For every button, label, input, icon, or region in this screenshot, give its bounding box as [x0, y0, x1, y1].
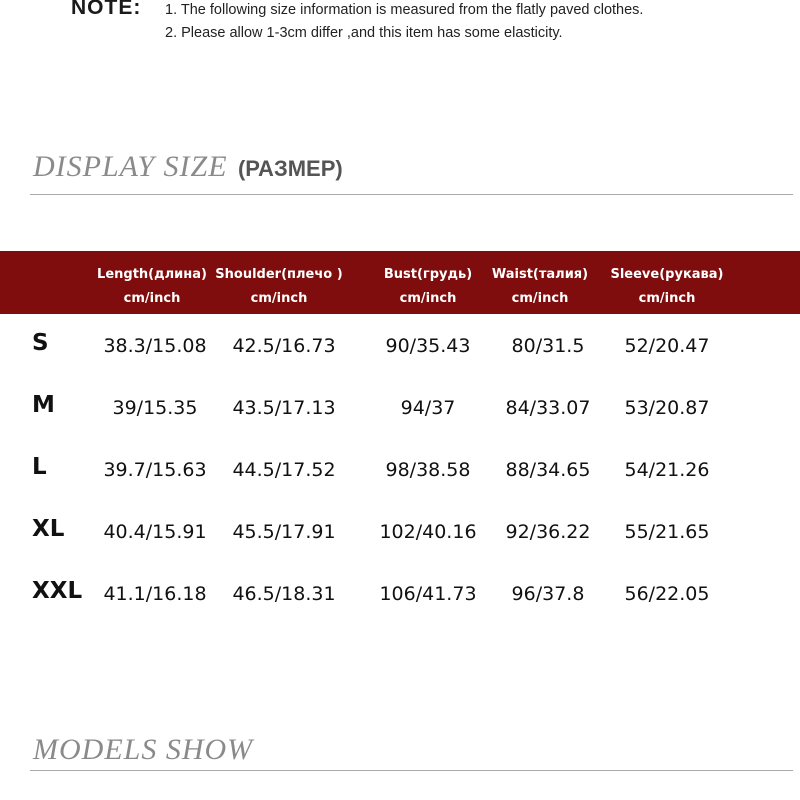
size-label-xl: XL	[32, 516, 65, 542]
size-label-m: M	[32, 392, 55, 418]
table-cell: 88/34.65	[505, 459, 591, 481]
table-cell: 94/37	[400, 397, 456, 419]
table-cell: 56/22.05	[624, 583, 710, 605]
section-divider	[30, 194, 793, 195]
table-cell: 39.7/15.63	[103, 459, 207, 481]
column-header-sleeve	[592, 251, 742, 314]
column-name: Waist(талия)	[491, 267, 589, 282]
table-cell: 38.3/15.08	[103, 335, 207, 357]
column-unit: cm/inch	[123, 291, 181, 306]
size-label-s: S	[32, 330, 49, 356]
table-cell: 46.5/18.31	[232, 583, 336, 605]
table-cell: 102/40.16	[379, 521, 477, 543]
size-label-l: L	[32, 454, 47, 480]
table-cell: 40.4/15.91	[103, 521, 207, 543]
column-unit: cm/inch	[638, 291, 696, 306]
table-cell: 53/20.87	[624, 397, 710, 419]
column-unit: cm/inch	[511, 291, 569, 306]
section-divider	[30, 770, 793, 771]
models-show-heading	[33, 733, 253, 767]
table-cell: 55/21.65	[624, 521, 710, 543]
models-show-title: MODELS SHOW	[33, 733, 254, 766]
table-cell: 80/31.5	[511, 335, 585, 357]
table-cell: 45.5/17.91	[232, 521, 336, 543]
table-cell: 44.5/17.52	[232, 459, 336, 481]
table-cell: 39/15.35	[112, 397, 198, 419]
table-cell: 54/21.26	[624, 459, 710, 481]
note-line-2: 2. Please allow 1-3cm differ ,and this item has some elasticity.	[165, 25, 563, 41]
table-cell: 96/37.8	[511, 583, 585, 605]
column-header-shoulder	[204, 251, 354, 314]
table-cell: 90/35.43	[385, 335, 471, 357]
note-line-1: 1. The following size information is measured from the flatly paved clothes.	[165, 2, 644, 18]
display-size-subtitle: (РАЗМЕР)	[237, 156, 343, 181]
table-cell: 98/38.58	[385, 459, 471, 481]
table-cell: 106/41.73	[379, 583, 477, 605]
table-cell: 92/36.22	[505, 521, 591, 543]
size-label-xxl: XXL	[32, 578, 83, 604]
table-cell: 42.5/16.73	[232, 335, 336, 357]
display-size-title: DISPLAY SIZE	[33, 150, 228, 183]
note-label: NOTE:	[71, 0, 142, 19]
table-cell: 84/33.07	[505, 397, 591, 419]
column-name: Sleeve(рукава)	[610, 267, 724, 282]
table-cell: 41.1/16.18	[103, 583, 207, 605]
column-name: Bust(грудь)	[383, 267, 473, 282]
column-unit: cm/inch	[399, 291, 457, 306]
column-name: Shoulder(плечо )	[215, 267, 343, 282]
column-name: Length(длина)	[97, 267, 207, 282]
size-table-header	[0, 251, 800, 314]
table-cell: 43.5/17.13	[232, 397, 336, 419]
column-unit: cm/inch	[250, 291, 308, 306]
display-size-heading	[33, 150, 343, 184]
table-cell: 52/20.47	[624, 335, 710, 357]
